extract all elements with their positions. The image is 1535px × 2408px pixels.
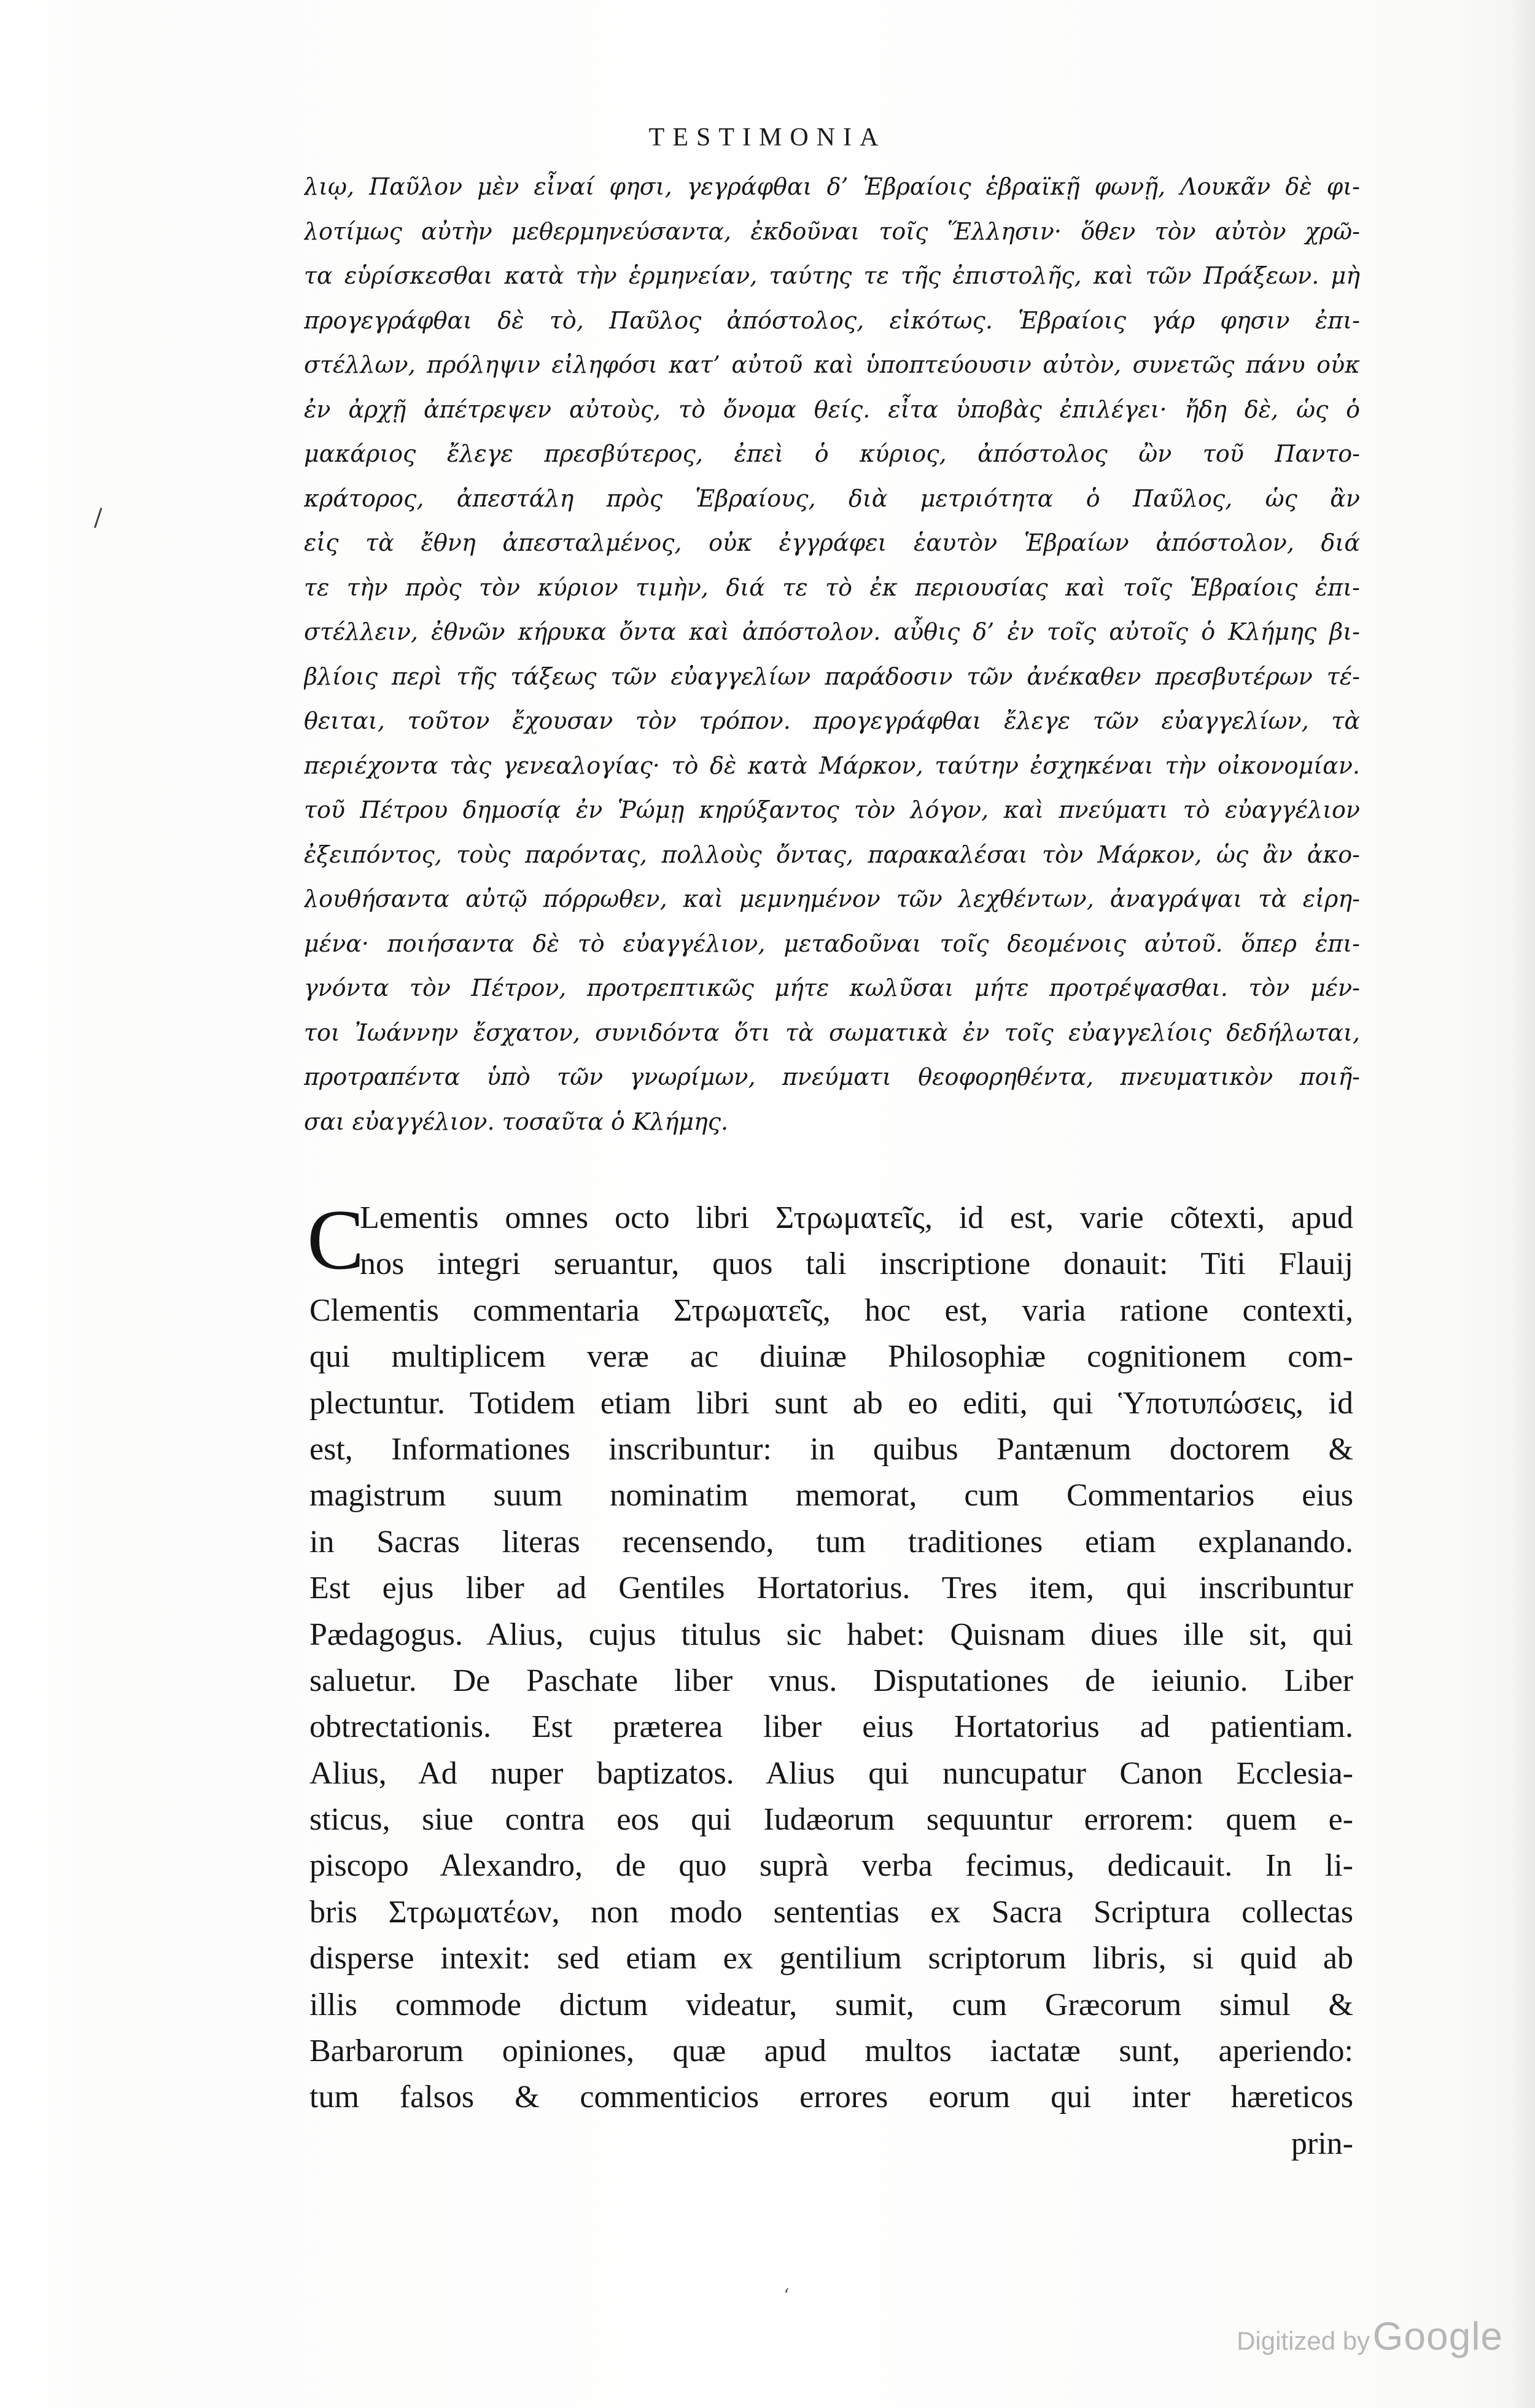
greek-line: ἐν ἀρχῇ ἀπέτρεψεν αὐτοὺς, τὸ ὄνομα θείς. εἶτα ὑποβὰς ἐπιλέγει· ἤδη δὲ, ὡς ὁ — [304, 395, 1360, 423]
latin-line: plectuntur. Totidem etiam libri sunt ab eo editi, qui Ὑποτυπώσεις, id — [309, 1385, 1353, 1421]
drop-cap-initial: C — [307, 1192, 365, 1288]
watermark-prefix: Digitized by — [1237, 2326, 1370, 2355]
greek-line: τε τὴν πρὸς τὸν κύριον τιμὴν, διά τε τὸ ἐκ περιουσίας καὶ τοῖς Ἑβραίοις ἐπι- — [304, 573, 1360, 601]
latin-line: sticus, siue contra eos qui Iudæorum sequuntur errorem: quem e- — [309, 1802, 1353, 1838]
latin-line: Clementis commentaria Στρωματεῖς, hoc est, varia ratione contexti, — [309, 1292, 1353, 1328]
latin-line: Alius, Ad nuper baptizatos. Alius qui nuncupatur Canon Ecclesia- — [309, 1755, 1353, 1791]
greek-line: λιῳ, Παῦλον μὲν εἶναί φησι, γεγράφθαι δ’ Ἑβραίοις ἑβραϊκῇ φωνῇ, Λουκᾶν δὲ φι- — [304, 173, 1360, 200]
greek-line-final: σαι εὐαγγέλιον. τοσαῦτα ὁ Κλήμης. — [304, 1108, 729, 1135]
latin-line: disperse intexit: sed etiam ex gentilium scriptorum libris, si quid ab — [309, 1941, 1353, 1976]
latin-line: obtrectationis. Est præterea liber eius Hortatorius ad patientiam. — [309, 1709, 1353, 1745]
latin-line: in Sacras literas recensendo, tum traditiones etiam explanando. — [309, 1524, 1353, 1559]
greek-line: ἐξειπόντος, τοὺς παρόντας, πολλοὺς ὄντας, παρακαλέσαι τὸν Μάρκον, ὡς ἂν ἀκο- — [304, 841, 1360, 868]
latin-line: magistrum suum nominatim memorat, cum Commentarios eius — [309, 1478, 1353, 1513]
greek-line: κράτορος, ἀπεστάλη πρὸς Ἑβραίους, διὰ μετριότητα ὁ Παῦλος, ὡς ἂν — [304, 484, 1360, 512]
latin-line: piscopo Alexandro, de quo suprà verba fecimus, dedicauit. In li- — [309, 1848, 1353, 1884]
latin-line: Pædagogus. Alius, cujus titulus sic habet: Quisnam diues ille sit, qui — [309, 1617, 1353, 1652]
greek-line: λουθήσαντα αὐτῷ πόρρωθεν, καὶ μεμνημένον τῶν λεχθέντων, ἀναγράψαι τὰ εἰρη- — [304, 885, 1360, 912]
catchword: prin- — [1291, 2126, 1353, 2161]
watermark-brand: Google — [1372, 2314, 1503, 2358]
latin-line: saluetur. De Paschate liber vnus. Disputationes de ieiunio. Liber — [309, 1663, 1353, 1698]
latin-text-block — [307, 1192, 1353, 2167]
greek-text-block — [304, 165, 1360, 1144]
latin-line: tum falsos & commenticios errores eorum qui inter hæreticos — [309, 2080, 1353, 2115]
greek-line: τοῦ Πέτρου δημοσίᾳ ἐν Ῥώμῃ κηρύξαντος τὸν λόγον, καὶ πνεύματι τὸ εὐαγγέλιον — [304, 796, 1360, 823]
digitization-watermark — [1237, 2313, 1503, 2359]
greek-line: στέλλειν, ἐθνῶν κήρυκα ὄντα καὶ ἀπόστολον. αὖθις δ’ ἐν τοῖς αὐτοῖς ὁ Κλήμης βι- — [304, 618, 1360, 645]
latin-line: nos integri seruantur, quos tali inscriptione donauit: Titi Flauij — [360, 1246, 1353, 1282]
latin-line: bris Στρωματέων, non modo sententias ex Sacra Scriptura collectas — [309, 1894, 1353, 1930]
latin-line: qui multiplicem veræ ac diuinæ Philosophiæ cognitionem com- — [309, 1339, 1353, 1375]
greek-line: στέλλων, πρόληψιν εἰληφόσι κατ’ αὐτοῦ καὶ ὑποπτεύουσιν αὐτὸν, συνετῶς πάνυ οὐκ — [304, 351, 1360, 378]
greek-line: γνόντα τὸν Πέτρον, προτρεπτικῶς μήτε κωλῦσαι μήτε προτρέψασθαι. τὸν μέν- — [304, 974, 1360, 1001]
greek-line: προτραπέντα ὑπὸ τῶν γνωρίμων, πνεύματι θεοφορηθέντα, πνευματικὸν ποιῆ- — [304, 1063, 1360, 1090]
footer-mark: ‘ — [783, 2285, 790, 2307]
greek-line: λοτίμως αὐτὴν μεθερμηνεύσαντα, ἐκδοῦναι τοῖς Ἕλλησιν· ὅθεν τὸν αὐτὸν χρῶ- — [304, 217, 1360, 245]
greek-line: προγεγράφθαι δὲ τὸ, Παῦλος ἀπόστολος, εἰκότως. Ἑβραίοις γάρ φησιν ἐπι- — [304, 306, 1360, 334]
latin-line: Lementis omnes octo libri Στρωματεῖς, id est, varie cõtexti, apud — [360, 1200, 1353, 1235]
page-edge-shadow — [1510, 0, 1535, 2408]
greek-line: τα εὑρίσκεσθαι κατὰ τὴν ἑρμηνείαν, ταύτης τε τῆς ἐπιστολῆς, καὶ τῶν Πράξεων. μὴ — [304, 262, 1360, 289]
greek-line: βλίοις περὶ τῆς τάξεως τῶν εὐαγγελίων παράδοσιν τῶν ἀνέκαθεν πρεσβυτέρων τέ- — [304, 662, 1360, 690]
latin-line: Barbarorum opiniones, quæ apud multos iactatæ sunt, aperiendo: — [309, 2033, 1353, 2069]
latin-line: est, Informationes inscribuntur: in quibus Pantænum doctorem & — [309, 1431, 1353, 1467]
latin-line: illis commode dictum videatur, sumit, cum Græcorum simul & — [309, 1987, 1353, 2022]
greek-line: περιέχοντα τὰς γενεαλογίας· τὸ δὲ κατὰ Μάρκον, ταύτην ἐσχηκέναι τὴν οἰκονομίαν. — [304, 752, 1360, 779]
greek-line: μένα· ποιήσαντα δὲ τὸ εὐαγγέλιον, μεταδοῦναι τοῖς δεομένοις αὐτοῦ. ὅπερ ἐπι- — [304, 930, 1360, 957]
running-header: TESTIMONIA — [648, 123, 887, 152]
margin-mark — [94, 508, 108, 530]
greek-line: μακάριος ἔλεγε πρεσβύτερος, ἐπεὶ ὁ κύριος, ἀπόστολος ὢν τοῦ Παντο- — [304, 440, 1360, 467]
latin-line: Est ejus liber ad Gentiles Hortatorius. Tres item, qui inscribuntur — [309, 1571, 1353, 1606]
greek-line: τοι Ἰωάννην ἔσχατον, συνιδόντα ὅτι τὰ σωματικὰ ἐν τοῖς εὐαγγελίοις δεδήλωται, — [304, 1019, 1360, 1046]
greek-line: εἰς τὰ ἔθνη ἀπεσταλμένος, οὐκ ἐγγράφει ἑαυτὸν Ἑβραίων ἀπόστολον, διά — [304, 529, 1360, 556]
greek-line: θειται, τοῦτον ἔχουσαν τὸν τρόπον. προγεγράφθαι ἔλεγε τῶν εὐαγγελίων, τὰ — [304, 707, 1360, 734]
